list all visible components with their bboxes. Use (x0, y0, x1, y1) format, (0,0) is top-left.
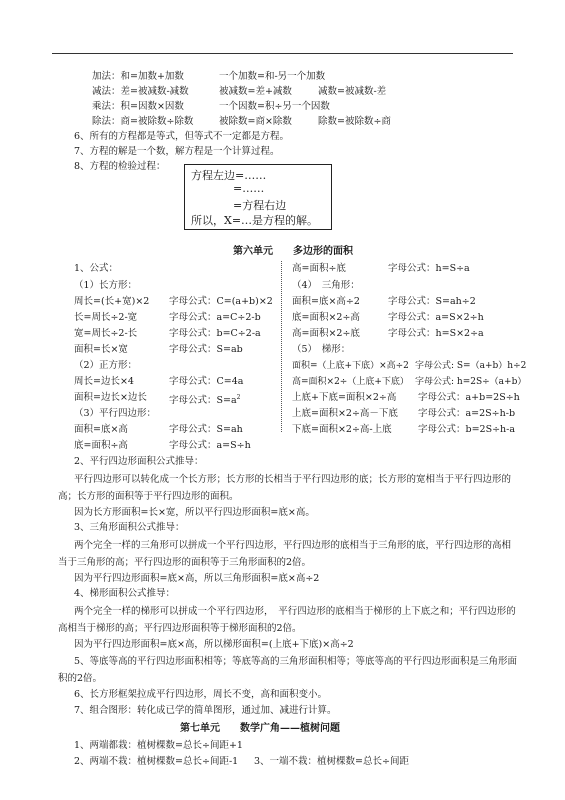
mul-rule-1: 乘法：积=因数×因数 (92, 101, 184, 112)
formula-heading: 1、公式： (74, 263, 119, 274)
trapezoid-heading: （5） 梯形： (292, 344, 351, 355)
tree-rule-3: 3、一端不栽：植树棵数=总长÷间距 (254, 756, 409, 767)
note-6: 6、所有的方程都是等式，但等式不一定都是方程。 (74, 131, 290, 142)
formula-letters: 字母公式：h=S÷a (388, 263, 470, 274)
check-line-1: 方程左边=…… (191, 169, 267, 182)
sub-rule-2: 被减数=差+减数 (219, 86, 292, 97)
formula-letters: 字母公式：a+b=2S÷h (418, 392, 520, 403)
triangle-heading: （4） 三角形： (292, 280, 360, 291)
superscript: 2 (236, 394, 241, 401)
unit6-title: 第六单元 多边形的面积 (233, 246, 353, 257)
fact-6: 6、长方形框架拉成平行四边形，周长不变，高和面积变小。 (74, 689, 328, 700)
derivation-2-body: 平行四边形可以转化成一个长方形；长方形的长相当于平行四边形的底；长方形的宽相当于平行四边形的高；长方形的面积等于平行四边形的面积。 (58, 474, 512, 502)
derivation-4-heading: 4、梯形面积公式推导： (74, 588, 176, 599)
formula-text: 周长=(长+宽)×2 (74, 296, 150, 307)
formula-text: 面积=边长×边长 (74, 392, 147, 403)
derivation-3-heading: 3、三角形面积公式推导： (74, 522, 185, 533)
formula-letters: 字母公式：b=2S÷h-a (418, 424, 516, 435)
formula-text: 周长=边长×4 (74, 376, 134, 387)
formula-text: 底=面积×2÷高 (292, 312, 360, 323)
formula-letters: 字母公式：b=C÷2-a (169, 328, 261, 339)
formula-text: 长=周长÷2-宽 (74, 312, 138, 323)
div-rule-2: 被除数=商×除数 (219, 116, 292, 127)
formula-text: 高=面积×2÷底 (292, 328, 360, 339)
formula-text: 上底=面积×2÷高－下底 (292, 408, 398, 419)
formula-text: 高=面积×2÷（上底+下底） (292, 377, 409, 387)
formula-letters: 字母公式：C=4a (169, 376, 244, 387)
fact-7: 7、组合图形：转化成已学的简单图形，通过加、减进行计算。 (74, 705, 337, 716)
formula-text: 底=面积÷高 (74, 440, 128, 451)
fact-5: 5、等底等高的平行四边形面积相等；等底等高的三角形面积相等；等底等高的平行四边形面积是三角形面积的2倍。 (58, 656, 518, 684)
formula-text: 面积=底×高÷2 (292, 296, 360, 307)
formula-letters: 字母公式：S=ah (169, 424, 243, 435)
formula-letters: 字母公式：a=S×2÷h (388, 312, 484, 323)
formula-text: 宽=周长÷2-长 (74, 328, 138, 339)
note-7: 7、方程的解是一个数，解方程是一个计算过程。 (74, 146, 280, 157)
div-rule-1: 除法：商=被除数÷除数 (92, 116, 194, 127)
add-rule-2: 一个加数=和-另一个加数 (219, 71, 326, 82)
formula-letters: 字母公式：S=ab (169, 344, 243, 355)
tree-rule-1: 1、两端都栽：植树棵数=总长÷间距+1 (74, 740, 243, 751)
formula-letters: 字母公式：$S=a^2$ (169, 394, 241, 407)
header-rule (52, 53, 513, 54)
equation-check-box (184, 164, 332, 230)
formula-letters: 字母公式: S=（a+b）h÷2 (415, 361, 527, 371)
sub-rule-3: 减数=被减数-差 (318, 86, 387, 97)
derivation-3-conclusion: 因为平行四边形面积=底×高，所以三角形面积=底×高÷2 (74, 573, 320, 584)
formula-text: 下底=面积×2÷高-上底 (292, 424, 392, 435)
formula-text: 上底+下底=面积×2÷高 (292, 392, 397, 403)
derivation-2-heading: 2、平行四边形面积公式推导： (74, 456, 204, 467)
check-line-2: =…… (233, 182, 265, 195)
derivation-3-body: 两个完全一样的三角形可以拼成一个平行四边形，平行四边形的底相当于三角形的底，平行四边形的高相当于三角形的高；平行四边形的面积等于三角形面积的2倍。 (58, 540, 512, 568)
unit7-title: 第七单元 数学广角——植树问题 (180, 723, 340, 734)
derivation-4-body: 两个完全一样的梯形可以拼成一个平行四边形， 平行四边形的底相当于梯形的上下底之和；平行四边形的高相当于梯形的高；平行四边形面积等于梯形面积的2倍。 (58, 606, 516, 634)
formula-letters: 字母公式: h=2S÷（a+b） (415, 377, 527, 387)
derivation-4-conclusion: 因为平行四边形面积=底×高，所以梯形面积=(上底+下底)×高÷2 (74, 639, 354, 650)
tree-rule-2: 2、两端不栽：植树棵数=总长÷间距-1 (74, 756, 239, 767)
check-line-3: =方程右边 (233, 199, 287, 212)
formula-letters: 字母公式：S=ah÷2 (388, 296, 476, 307)
column-divider (281, 261, 282, 432)
mul-rule-2: 一个因数=积÷另一个因数 (219, 101, 330, 112)
check-line-4: 所以，X=…是方程的解。 (191, 214, 319, 227)
square-heading: （2）正方形： (74, 360, 138, 371)
parallelogram-heading: （3）平行四边形： (74, 408, 157, 419)
formula-text: 面积=（上底+下底）×高÷2 (292, 361, 409, 371)
formula-text: 高=面积÷底 (292, 263, 346, 274)
derivation-2-conclusion: 因为长方形面积=长×宽，所以平行四边形面积=底×高。 (74, 507, 315, 518)
note-8: 8、方程的检验过程： (74, 161, 166, 172)
add-rule-1: 加法：和=加数+加数 (92, 71, 184, 82)
rectangle-heading: （1）长方形： (74, 280, 138, 291)
formula-letters: 字母公式：a=2S÷h-b (418, 408, 516, 419)
formula-text: 面积=长×宽 (74, 344, 128, 355)
formula-letters: 字母公式：a=S÷h (169, 440, 251, 451)
formula-letters: 字母公式：C=(a+b)×2 (169, 296, 273, 307)
formula-text: 面积=底×高 (74, 424, 128, 435)
formula-letters: 字母公式：h=S×2÷a (388, 328, 484, 339)
formula-letters: 字母公式：a=C÷2-b (169, 312, 261, 323)
sub-rule-1: 减法：差=被减数-减数 (92, 86, 189, 97)
div-rule-3: 除数=被除数÷商 (318, 116, 391, 127)
